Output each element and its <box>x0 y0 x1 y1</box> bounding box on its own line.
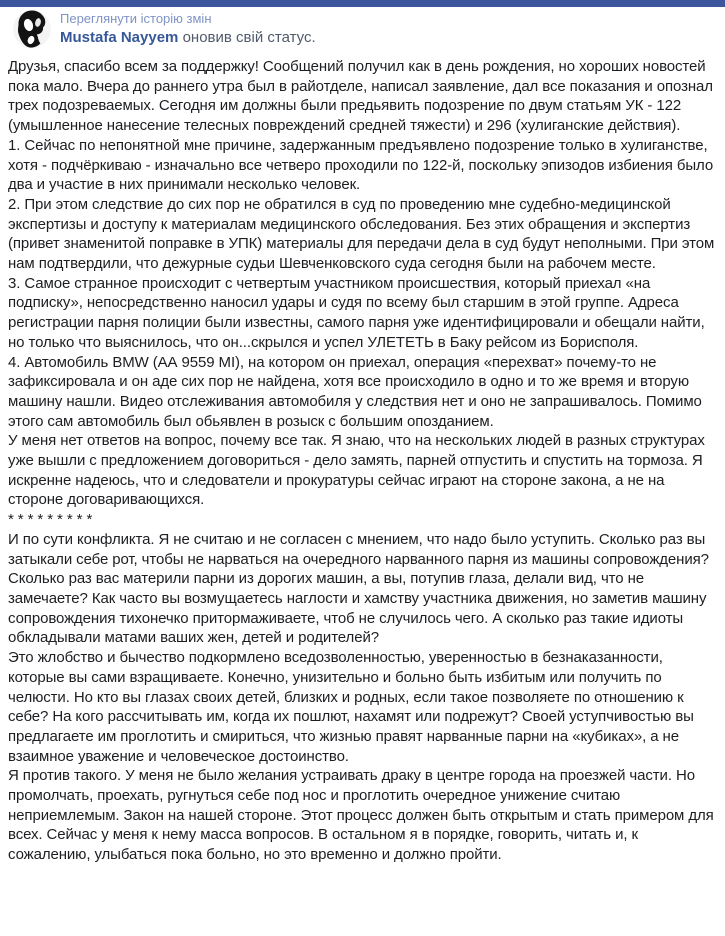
story-header-text <box>60 10 316 48</box>
post-paragraph: Это жлобство и бычество подкормлено вседозволенностью, уверенностью в безнаказанности, которые вы сами взращиваете. Конечно, унизительно и больно быть избитым или получить по челюсти. Но кто вы глазах своих детей, близких и родных, если такое позволяете по отношению к себе? На кого рассчитывать им, когда их пошлют, нахамят или подрежут? Своей уступчивостью вы предлагаете им проглотить и смириться, что жизнью правят нарванные парни на «кубиках», а не взаимное уважение и человеческое достоинство. <box>8 649 694 765</box>
facebook-navbar-strip <box>0 0 725 7</box>
post-paragraph: У меня нет ответов на вопрос, почему все так. Я знаю, что на нескольких людей в разных структурах уже вышли с предложением договориться - дело замять, парней отпустить и спустить на тормоза. Я искренне надеюсь, что и следователи и прокуратуры сейчас играют на стороне закона, а не на стороне договаривающихся. <box>8 432 705 509</box>
avatar[interactable] <box>13 10 51 48</box>
profile-photo-image <box>13 10 51 48</box>
post-paragraph: И по сути конфликта. Я не считаю и не согласен с мнением, что надо было уступить. Сколько раз вы затыкали себе рот, чтобы не нарваться на очередного нарванного парня из машины сопровождения? Сколько раз вас материли парни из дорогих машин, а вы, потупив глаза, делали вид, что не замечаете? Как часто вы возмущаетесь наглости и хамству участника движения, но заметив машину сопровождения тихонечко притормаживаете, чтоб не случилось чего. А сколько раз такие идиоты обкладывали матами ваших жен, детей и родителей? <box>8 530 709 647</box>
post-paragraph: 1. Сейчас по непонятной мне причине, задержанным предъявлено подозрение только в хулиганстве, хотя - подчёркиваю - изначально все четверо проходили по 122-й, поскольку эпизодов избиения было два и участие в них принимали несколько человек. <box>8 136 714 194</box>
author-name-link[interactable]: Mustafa Nayyem <box>60 29 179 46</box>
post-paragraph: Друзья, спасибо всем за поддержку! Сообщений получил как в день рождения, но хороших новостей пока мало. Вчера до раннего утра был в райотделе, написал заявление, дал все показания и опознал трех подозреваемых. Сегодня им должны были предьявить подозрение по двум статьям УК - 122 (умышленное нанесение телесных повреждений средней тяжести) и 296 (хулиганские действия). <box>8 58 713 135</box>
post-paragraph: 3. Самое странное происходит с четвертым участником происшествия, который приехал «на подписку», непосредственно наносил удары и судя по всему был старшим в этой группе. Адреса регистрации парня полиции были известны, самого парня уже идентифицировали и обещали найти, но только что выяснилось, что он...скрылся и успел УЛЕТЕТЬ в Баку рейсом из Борисполя. <box>8 274 705 351</box>
post-paragraph: Я против такого. У меня не было желания устраивать драку в центре города на проезжей части. Но промолчать, проехать, ругнуться себе под нос и проглотить очередное унижение считаю неприемлемым. Закон на нашей стороне. Этот процесс должен быть открытым и стать примером для всех. Сейчас у меня к нему масса вопросов. В остальном я в порядке, говорить, читать и, к сожалению, улыбаться пока больно, но это временно и должно пройти. <box>8 767 714 864</box>
post-paragraph: 4. Автомобиль BMW (АА 9559 МІ), на котором он приехал, операция «перехват» почему-то не зафиксировала и он аде сих пор не найдена, хотя все происходило в одно и то же время и вторую машину нашли. Видео отслеживания автомобиля у следствия нет и оно не запрашивалось. Помимо этого сам автомобиль был обьявлен в розыск с большим опозданием. <box>8 353 702 430</box>
story-header <box>0 7 725 48</box>
post-body <box>0 48 725 865</box>
post-paragraph: 2. При этом следствие до сих пор не обратился в суд по проведению мне судебно-медицинской экспертизы и доступу к материалам медицинского обследования. Без этих обращения и экспертиз (привет знаменитой поправке в УПК) материалы для передачи дела в суд будут неполными. При этом нам подтвердили, что дежурные судьи Шевченковского суда сегодня были на рабочем месте. <box>8 195 715 273</box>
edit-history-link[interactable]: Переглянути історію змін <box>60 11 212 26</box>
separator-stars: * * * * * * * * * <box>8 511 93 529</box>
story-byline <box>60 28 316 48</box>
story-action-text: оновив свій статус. <box>182 29 316 46</box>
